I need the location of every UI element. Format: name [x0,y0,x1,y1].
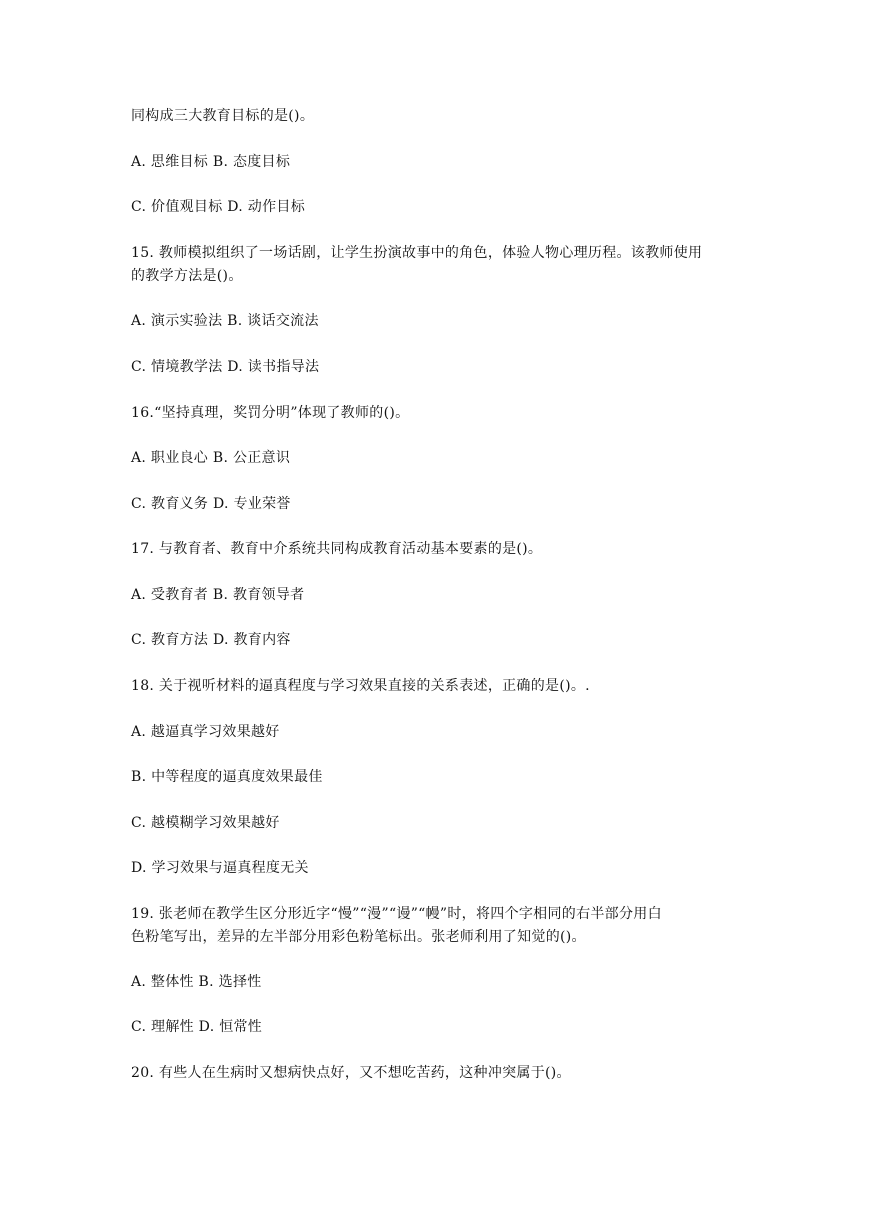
q18-option-b: B. 中等程度的逼真度效果最佳 [131,769,323,785]
q15-options-cd: C. 情境教学法 D. 读书指导法 [131,359,320,375]
q18-option-c: C. 越模糊学习效果越好 [131,815,280,831]
q15-options-ab: A. 演示实验法 B. 谈话交流法 [131,313,319,329]
q14-options-ab: A. 思维目标 B. 态度目标 [131,154,291,170]
q14-stem-continuation: 同构成三大教育目标的是()。 [131,108,315,124]
q16-options-cd: C. 教育义务 D. 专业荣誉 [131,496,291,512]
q17-stem: 17. 与教育者、教育中介系统共同构成教育活动基本要素的是()。 [131,541,543,557]
q18-option-a: A. 越逼真学习效果越好 [131,724,280,740]
q16-stem: 16.“坚持真理，奖罚分明”体现了教师的()。 [131,405,410,421]
q19-options-ab: A. 整体性 B. 选择性 [131,974,262,990]
q19-stem-line2: 色粉笔写出，差异的左半部分用彩色粉笔标出。张老师利用了知觉的()。 [131,929,586,945]
q18-option-d: D. 学习效果与逼真程度无关 [131,860,309,876]
q15-stem-line1: 15. 教师模拟组织了一场话剧，让学生扮演故事中的角色，体验人物心理历程。该教师使用 [131,245,703,261]
q18-stem: 18. 关于视听材料的逼真程度与学习效果直接的关系表述，正确的是()。. [131,678,590,694]
q14-options-cd: C. 价值观目标 D. 动作目标 [131,199,305,215]
q16-options-ab: A. 职业良心 B. 公正意识 [131,450,291,466]
q17-options-ab: A. 受教育者 B. 教育领导者 [131,587,305,603]
q17-options-cd: C. 教育方法 D. 教育内容 [131,632,291,648]
q19-options-cd: C. 理解性 D. 恒常性 [131,1019,263,1035]
q19-stem-line1: 19. 张老师在教学生区分形近字“慢”“漫”“谩”“幔”时，将四个字相同的右半部分用白 [131,906,662,922]
q20-stem: 20. 有些人在生病时又想病快点好，又不想吃苦药，这种冲突属于()。 [131,1065,571,1081]
q15-stem-line2: 的教学方法是()。 [131,268,243,284]
